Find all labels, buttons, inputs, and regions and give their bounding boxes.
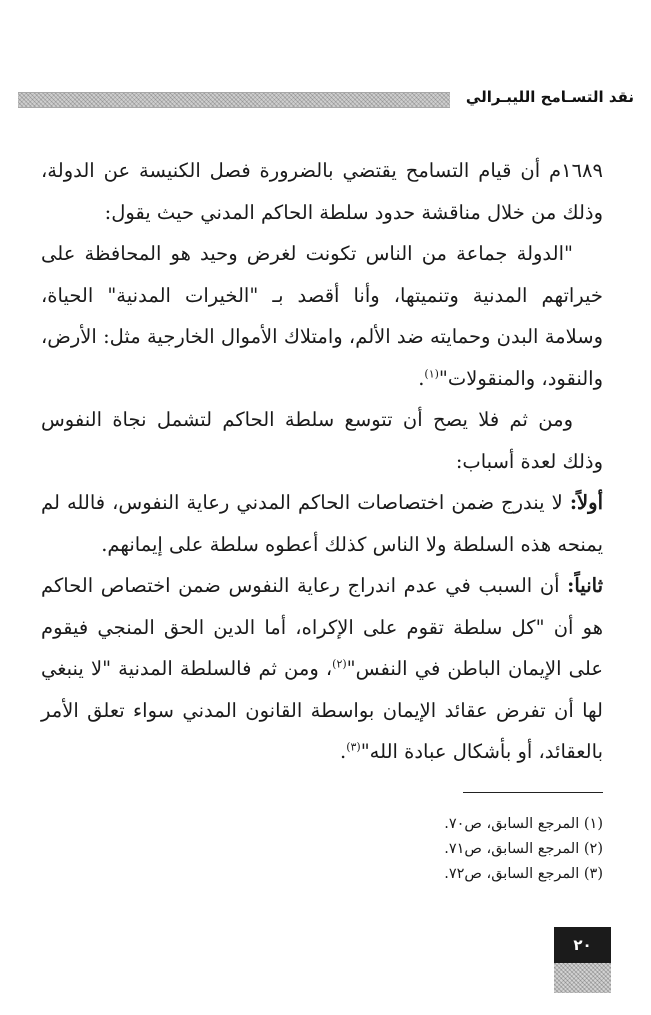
footnotes	[41, 812, 603, 887]
page-number-decoration	[554, 963, 611, 993]
quote-end: .	[418, 366, 425, 390]
footnote-ref-1: (١)	[424, 367, 439, 380]
footnote-separator	[463, 792, 603, 793]
footnote-2: (٢) المرجع السابق، ص٧١.	[444, 841, 603, 857]
paragraph-quote	[41, 233, 603, 399]
page-body	[41, 150, 603, 773]
footnote-3: (٣) المرجع السابق، ص٧٢.	[444, 866, 603, 882]
page-number-text: ٢٠	[573, 936, 592, 954]
header-decorative-bar	[18, 92, 450, 108]
first-reason-text: لا يندرج ضمن اختصاصات الحاكم المدني رعاية النفوس، فالله لم يمنحه هذه السلطة ولا الناس كذلك أعطوه سلطة على إيمانهم.	[41, 491, 603, 556]
paragraph-1: ١٦٨٩م أن قيام التسامح يقتضي بالضرورة فصل الكنيسة عن الدولة، وذلك من خلال مناقشة حدود سلطة الحاكم المدني حيث يقول:	[41, 159, 603, 224]
paragraph-second-reason	[41, 565, 603, 773]
second-reason-label: ثانياً:	[567, 574, 603, 597]
quote-text: "الدولة جماعة من الناس تكونت لغرض وحيد هو المحافظة على خيراتهم المدنية وتنميتها، وأنا أقصد بـ "الخيرات المدنية" الحياة، وسلامة البدن وحمايته ضد الألم، وامتلاك الأموال الخارجية مثل: الأرض، والنقود، والمنقولات"	[41, 242, 603, 390]
second-reason-end: .	[339, 740, 347, 763]
footnote-1: (١) المرجع السابق، ص٧٠.	[444, 816, 603, 832]
first-reason-label: أولاً:	[569, 491, 603, 514]
second-reason-text-2: ، ومن ثم فالسلطة المدنية "لا ينبغي لها أن تفرض عقائد الإيمان بواسطة القانون المدني سواء تعلق الأمر بالعقائد، أو بأشكال عبادة الله"	[41, 657, 603, 763]
page-number	[554, 927, 611, 963]
footnote-ref-2: (٢)	[332, 657, 347, 671]
header-title: نقد التسـامح الليبـرالي	[465, 88, 634, 106]
paragraph-first-reason	[41, 482, 603, 565]
footnote-ref-3: (٣)	[346, 740, 361, 754]
paragraph-3: ومن ثم فلا يصح أن تتوسع سلطة الحاكم لتشمل نجاة النفوس وذلك لعدة أسباب:	[41, 408, 603, 473]
second-reason-text-1: أن السبب في عدم اندراج رعاية النفوس ضمن اختصاص الحاكم هو أن "كل سلطة تقوم على الإكراه، أما الدين الحق المنجي فيقوم على الإيمان الباطن في النفس"	[41, 574, 603, 680]
running-header	[18, 84, 640, 110]
